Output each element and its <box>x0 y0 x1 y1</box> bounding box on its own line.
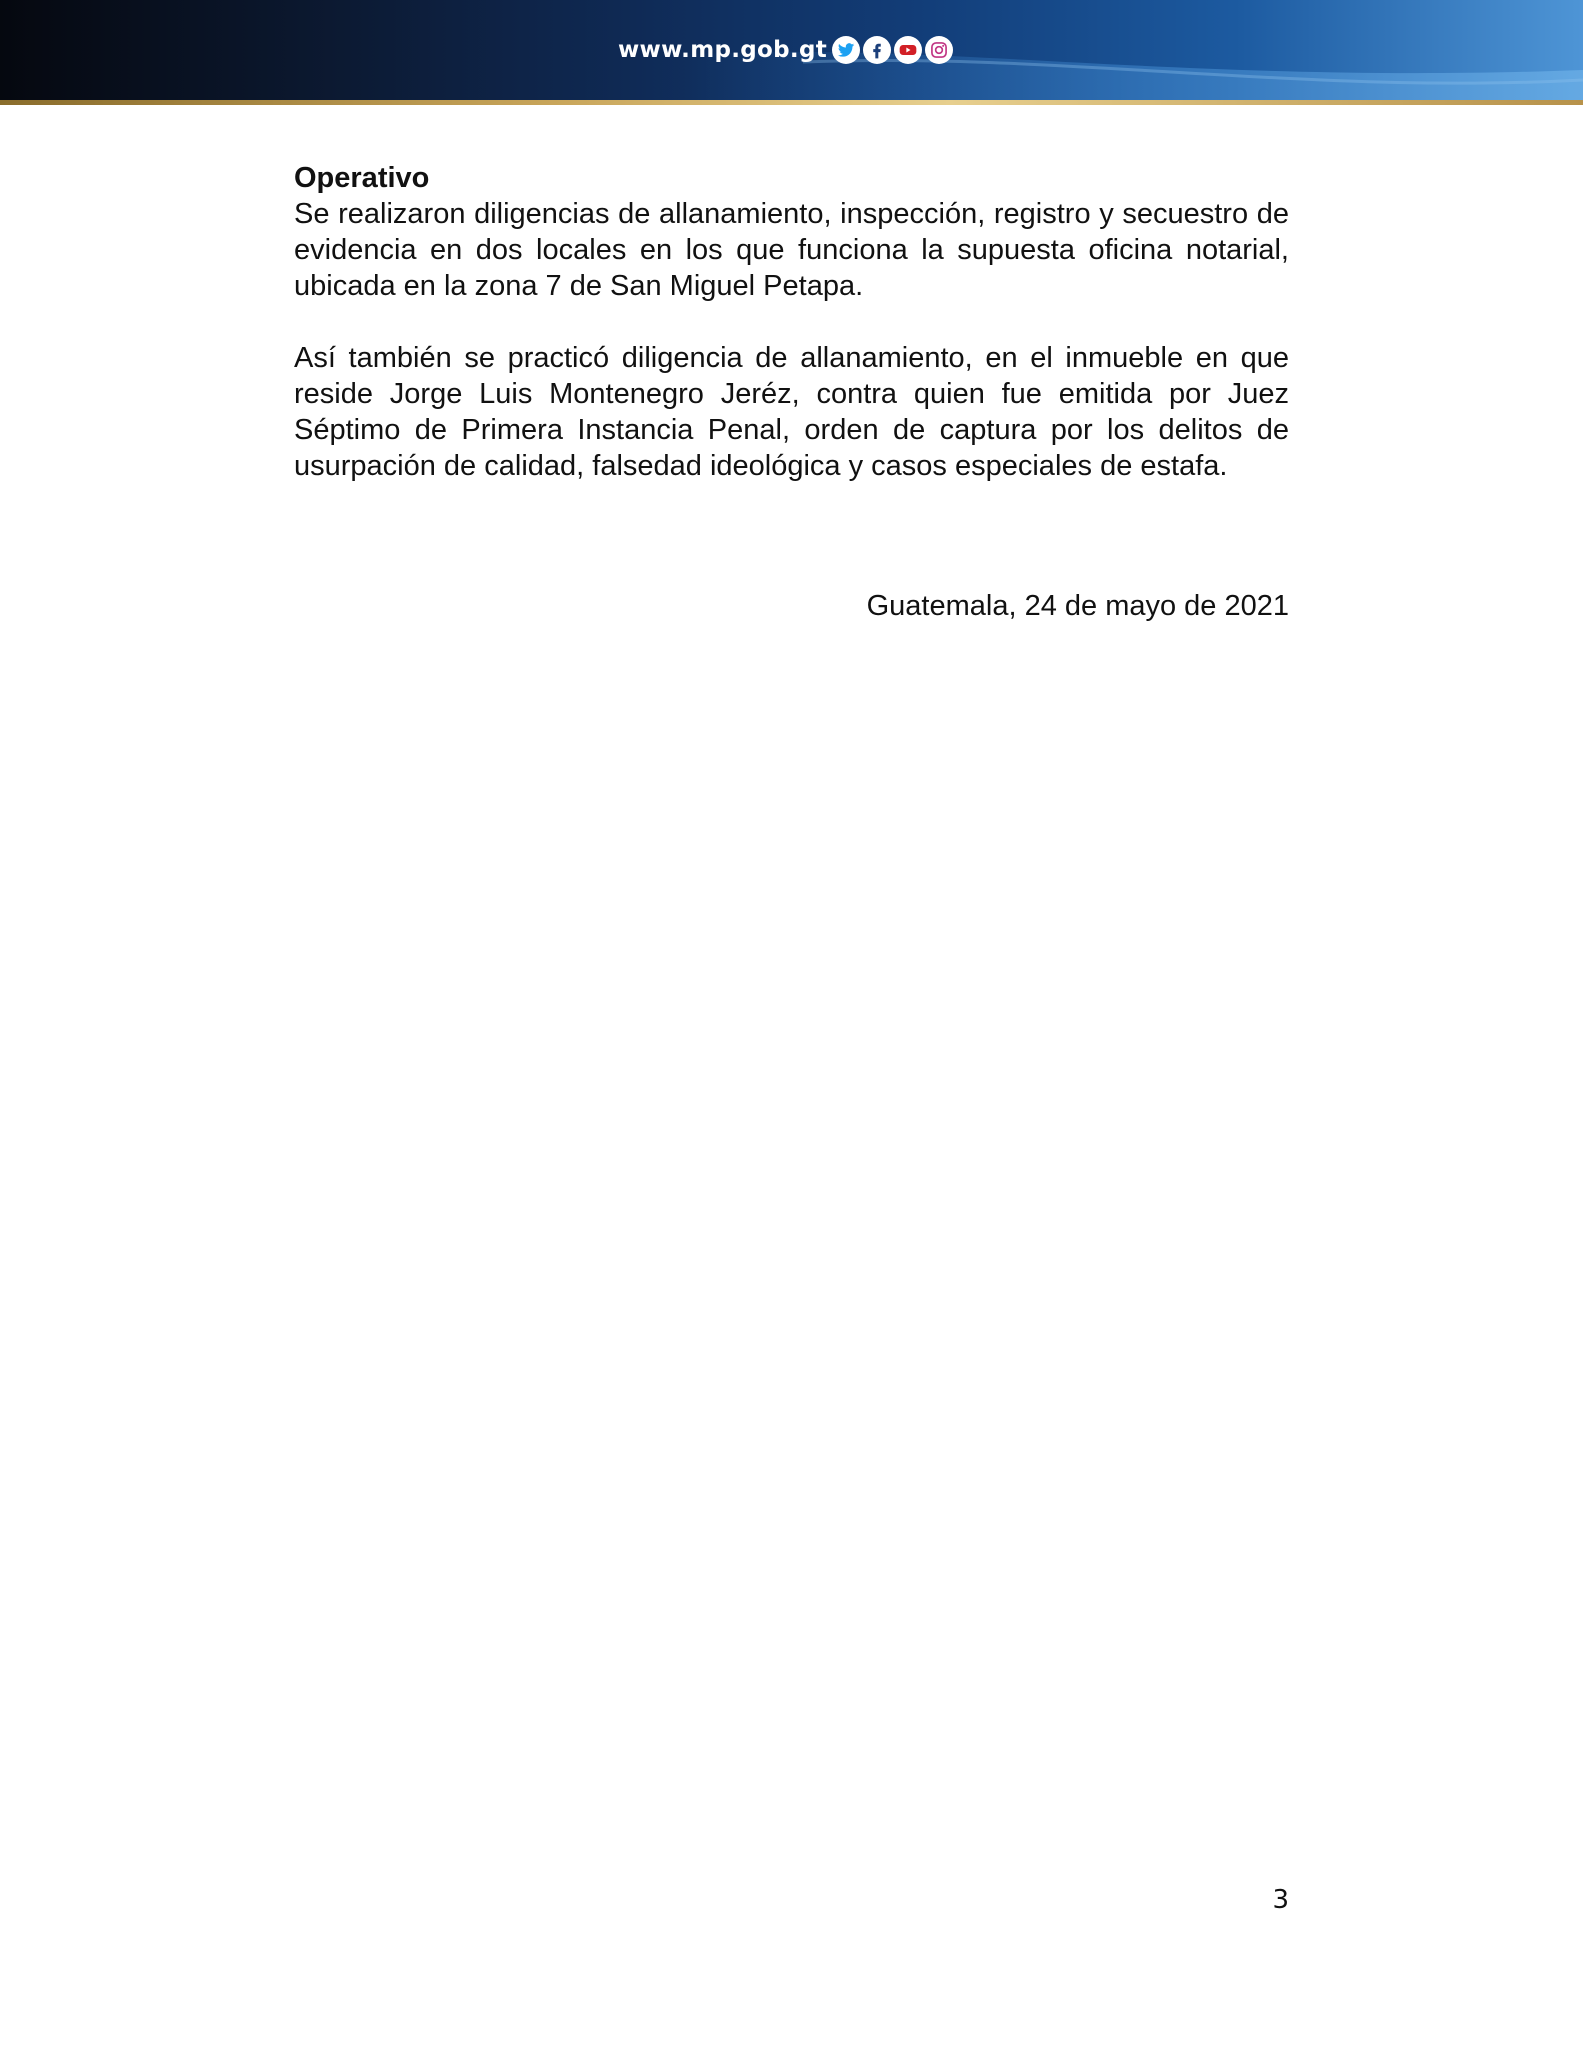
header-gold-rule <box>0 100 1583 105</box>
paragraph-2: Así también se practicó diligencia de allanamiento, en el inmueble en que reside Jorge Luis Montenegro Jeréz, contra quien fue emitida por Juez Séptimo de Primera Instancia Penal, orden de captura por los delitos de usurpación de calidad, falsedad ideológica y casos especiales de estafa. <box>294 342 1289 482</box>
social-icons <box>832 36 953 64</box>
youtube-icon[interactable] <box>894 36 922 64</box>
website-url[interactable]: www.mp.gob.gt <box>618 37 828 63</box>
section-heading: Operativo <box>294 162 430 194</box>
document-body <box>294 160 1289 484</box>
page-number: 3 <box>1272 1885 1289 1915</box>
twitter-icon[interactable] <box>832 36 860 64</box>
facebook-icon[interactable] <box>863 36 891 64</box>
paragraph-1: Se realizaron diligencias de allanamiento, inspección, registro y secuestro de evidencia en dos locales en los que funciona la supuesta oficina notarial, ubicada en la zona 7 de San Miguel Petapa. <box>294 198 1289 302</box>
instagram-icon[interactable] <box>925 36 953 64</box>
header-banner <box>0 0 1583 100</box>
document-date: Guatemala, 24 de mayo de 2021 <box>866 590 1289 622</box>
